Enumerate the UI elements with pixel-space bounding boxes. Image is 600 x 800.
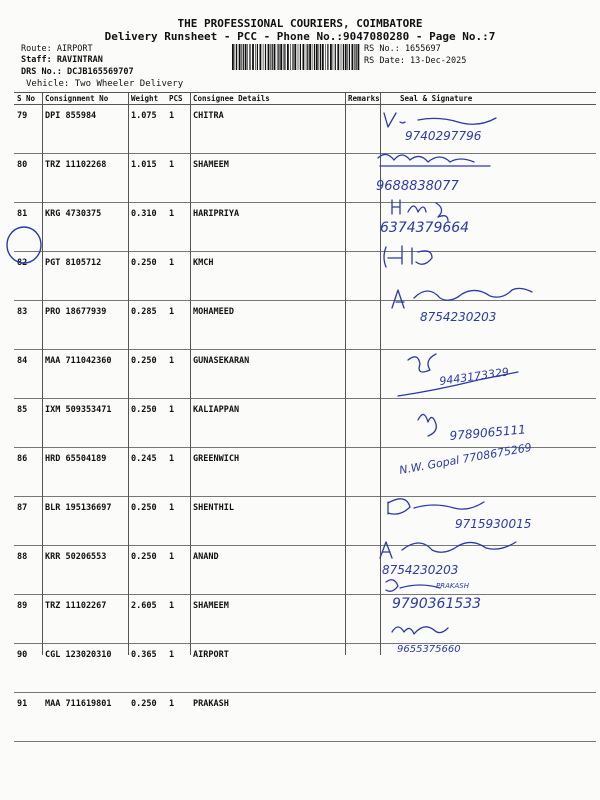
cell-sno: 82 <box>14 252 42 301</box>
col-remarks: Remarks <box>345 93 380 105</box>
cell-sno: 86 <box>14 448 42 497</box>
table-row <box>14 252 596 301</box>
cell-sno: 90 <box>14 644 42 693</box>
cell-sno: 85 <box>14 399 42 448</box>
rs-number: RS No.: 1655697 <box>364 44 441 54</box>
cell-seal <box>380 203 596 252</box>
col-consignment: Consignment No <box>42 93 128 105</box>
cell-weight: 0.250 <box>128 399 166 448</box>
cell-seal <box>380 595 596 644</box>
cell-weight: 0.285 <box>128 301 166 350</box>
cell-pcs: 1 <box>166 448 190 497</box>
cell-remarks <box>345 252 380 301</box>
cell-consignment: TRZ 11102267 <box>42 595 128 644</box>
name-90: PRAKASH <box>436 582 469 590</box>
cell-pcs: 1 <box>166 252 190 301</box>
cell-sno: 89 <box>14 595 42 644</box>
cell-consignee: GUNASEKARAN <box>190 350 345 399</box>
rs-date: RS Date: 13-Dec-2025 <box>364 56 467 66</box>
cell-consignment: BLR 195136697 <box>42 497 128 546</box>
table-header-row <box>14 93 596 105</box>
table-row <box>14 497 596 546</box>
cell-consignee: HARIPRIYA <box>190 203 345 252</box>
phone-90: 9790361533 <box>392 596 482 612</box>
cell-consignee: PRAKASH <box>190 693 345 742</box>
cell-remarks <box>345 203 380 252</box>
cell-sno: 91 <box>14 693 42 742</box>
cell-remarks <box>345 644 380 693</box>
cell-remarks <box>345 154 380 203</box>
cell-consignee: KMCH <box>190 252 345 301</box>
cell-consignee: MOHAMEED <box>190 301 345 350</box>
cell-consignee: AIRPORT <box>190 644 345 693</box>
cell-weight: 0.365 <box>128 644 166 693</box>
table-row <box>14 448 596 497</box>
barcode <box>232 44 360 70</box>
cell-remarks <box>345 595 380 644</box>
col-pcs: PCS <box>166 93 190 105</box>
cell-consignment: MAA 711042360 <box>42 350 128 399</box>
cell-remarks <box>345 546 380 595</box>
cell-consignee: SHENTHIL <box>190 497 345 546</box>
cell-consignment: IXM 509353471 <box>42 399 128 448</box>
cell-pcs: 1 <box>166 693 190 742</box>
cell-remarks <box>345 448 380 497</box>
cell-weight: 1.075 <box>128 105 166 154</box>
cell-seal <box>380 497 596 546</box>
cell-consignment: PGT 8105712 <box>42 252 128 301</box>
table-row <box>14 644 596 693</box>
cell-pcs: 1 <box>166 105 190 154</box>
cell-consignment: PRO 18677939 <box>42 301 128 350</box>
text-87: N.W. Gopal 7708675269 <box>398 440 533 477</box>
cell-sno: 87 <box>14 497 42 546</box>
cell-sno: 88 <box>14 546 42 595</box>
table-row <box>14 154 596 203</box>
cell-pcs: 1 <box>166 399 190 448</box>
cell-consignee: KALIAPPAN <box>190 399 345 448</box>
cell-remarks <box>345 693 380 742</box>
table-row <box>14 105 596 154</box>
col-consignee: Consignee Details <box>190 93 345 105</box>
phone-80: 9688838077 <box>376 179 459 194</box>
company-title: THE PROFESSIONAL COURIERS, COIMBATORE <box>177 17 423 30</box>
cell-consignee: SHAMEEM <box>190 154 345 203</box>
cell-pcs: 1 <box>166 350 190 399</box>
text-82: HIC <box>388 253 415 271</box>
cell-seal <box>380 448 596 497</box>
cell-seal <box>380 693 596 742</box>
table-row <box>14 203 596 252</box>
cell-consignment: TRZ 11102268 <box>42 154 128 203</box>
cell-weight: 0.250 <box>128 350 166 399</box>
cell-consignment: KRR 50206553 <box>42 546 128 595</box>
cell-weight: 1.015 <box>128 154 166 203</box>
cell-seal <box>380 644 596 693</box>
cell-sno: 83 <box>14 301 42 350</box>
cell-consignment: MAA 711619801 <box>42 693 128 742</box>
cell-sno: 81 <box>14 203 42 252</box>
cell-sno: 79 <box>14 105 42 154</box>
cell-pcs: 1 <box>166 497 190 546</box>
cell-seal <box>380 105 596 154</box>
table-row <box>14 350 596 399</box>
runsheet-table <box>14 92 596 742</box>
cell-seal <box>380 301 596 350</box>
drs-number: DRS No.: DCJB165569707 <box>21 67 134 77</box>
phone-86: 9789065111 <box>449 422 527 443</box>
runsheet-subtitle: Delivery Runsheet - PCC - Phone No.:9047080280 - Page No.:7 <box>104 30 496 43</box>
col-weight: Weight <box>128 93 166 105</box>
table-row <box>14 595 596 644</box>
cell-pcs: 1 <box>166 546 190 595</box>
cell-weight: 0.250 <box>128 252 166 301</box>
phone-88: 9715930015 <box>455 517 532 531</box>
vehicle: Vehicle: Two Wheeler Delivery <box>26 79 184 89</box>
cell-consignee: ANAND <box>190 546 345 595</box>
cell-seal <box>380 350 596 399</box>
cell-seal <box>380 399 596 448</box>
cell-weight: 0.250 <box>128 546 166 595</box>
cell-weight: 0.310 <box>128 203 166 252</box>
cell-pcs: 1 <box>166 595 190 644</box>
col-seal: Seal & Signature <box>380 93 596 105</box>
cell-weight: 0.245 <box>128 448 166 497</box>
cell-consignment: CGL 123020310 <box>42 644 128 693</box>
cell-remarks <box>345 105 380 154</box>
cell-sno: 80 <box>14 154 42 203</box>
table-row <box>14 399 596 448</box>
phone-83: 8754230203 <box>420 310 497 324</box>
phone-81: 6374379664 <box>380 220 470 236</box>
cell-consignee: SHAMEEM <box>190 595 345 644</box>
cell-weight: 0.250 <box>128 693 166 742</box>
cell-weight: 2.605 <box>128 595 166 644</box>
cell-remarks <box>345 399 380 448</box>
phone-79: 9740297796 <box>405 129 482 143</box>
cell-remarks <box>345 301 380 350</box>
cell-remarks <box>345 350 380 399</box>
table-row <box>14 693 596 742</box>
phone-89: 8754230203 <box>382 563 459 577</box>
cell-sno: 84 <box>14 350 42 399</box>
cell-consignment: HRD 65504189 <box>42 448 128 497</box>
col-sno: S No <box>14 93 42 105</box>
table-row <box>14 301 596 350</box>
cell-consignee: CHITRA <box>190 105 345 154</box>
cell-pcs: 1 <box>166 154 190 203</box>
cell-consignment: KRG 4730375 <box>42 203 128 252</box>
cell-seal <box>380 252 596 301</box>
cell-seal <box>380 546 596 595</box>
staff: Staff: RAVINTRAN <box>21 55 103 65</box>
phone-85: 9443173329 <box>438 365 510 388</box>
cell-pcs: 1 <box>166 644 190 693</box>
cell-seal <box>380 154 596 203</box>
cell-consignee: GREENWICH <box>190 448 345 497</box>
cell-remarks <box>345 497 380 546</box>
cell-consignment: DPI 855984 <box>42 105 128 154</box>
cell-weight: 0.250 <box>128 497 166 546</box>
route: Route: AIRPORT <box>21 44 93 54</box>
cell-pcs: 1 <box>166 301 190 350</box>
cell-pcs: 1 <box>166 203 190 252</box>
table-row <box>14 546 596 595</box>
phone-91: 9655375660 <box>397 644 461 655</box>
